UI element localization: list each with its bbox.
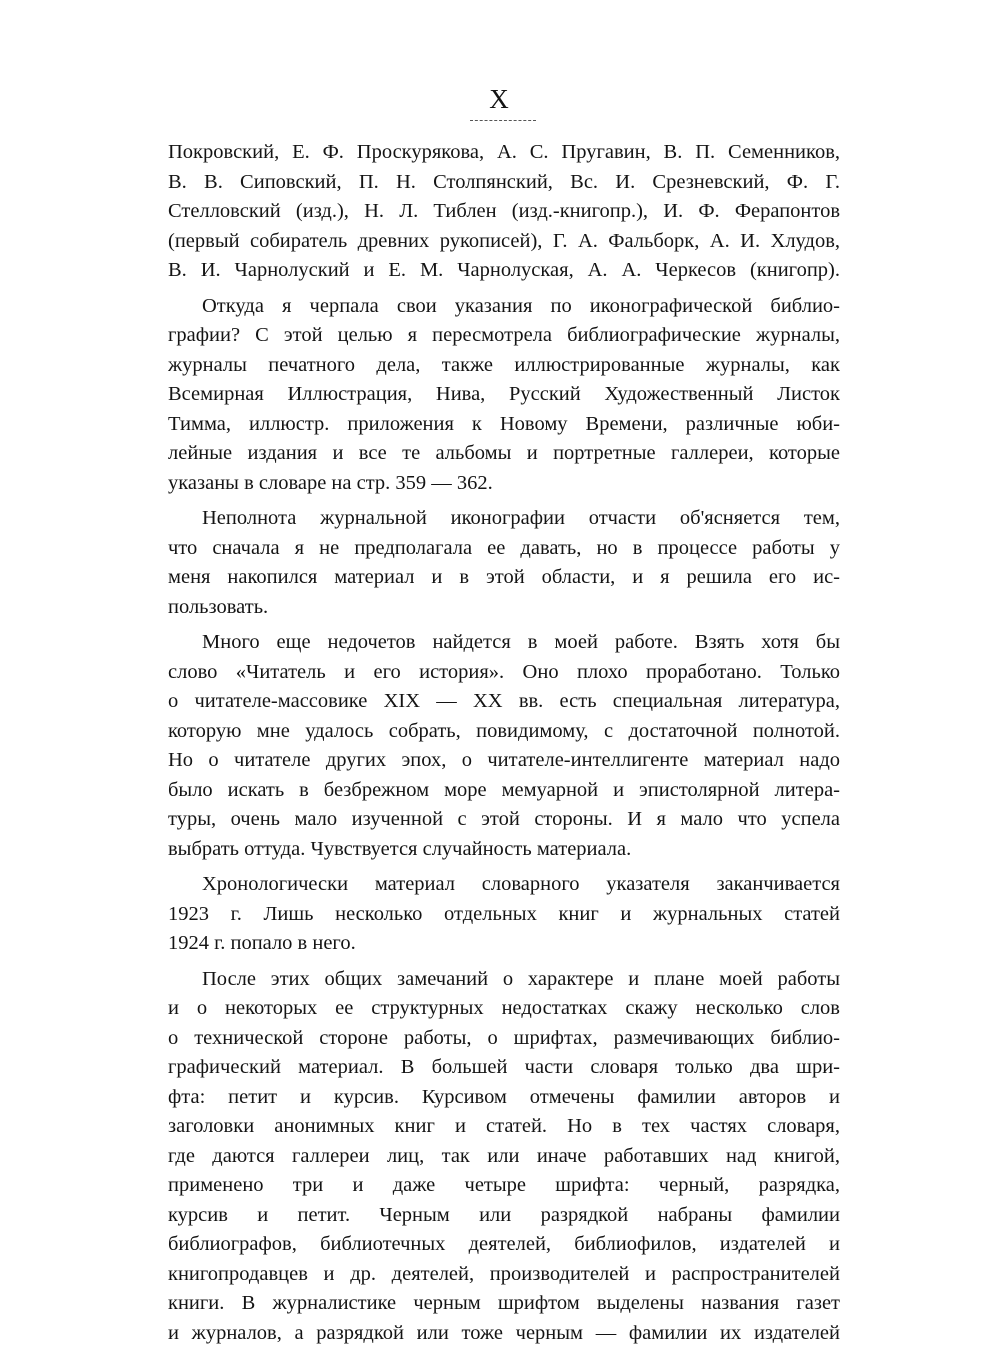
body-text (168, 138, 840, 1354)
text-line: Откуда я черпала свои указания по иконографической библио- (202, 294, 840, 317)
text-line: туры, очень мало изученной с этой стороны. И я мало что успела (168, 808, 840, 830)
text-line: что сначала я не предполагала ее давать, но в процессе работы у (168, 536, 840, 559)
paragraph-6 (168, 965, 840, 1349)
text-line: было искать в безбрежном море мемуарной и эпистолярной литера- (168, 778, 840, 801)
text-line: выбрать оттуда. Чувствуется случайность материала. (168, 837, 632, 860)
text-line: Но о читателе других эпох, о читателе-интеллигенте материал надо (168, 749, 840, 771)
text-line: графии? С этой целью я пересмотрела библиографические журналы, (168, 324, 840, 346)
text-line: пользовать. (168, 595, 269, 618)
text-line: Тимма, иллюстр. приложения к Новому Времени, различные юби- (168, 412, 840, 435)
text-line: курсив и петит. Черным или разрядкой набраны фамилии (168, 1203, 840, 1226)
text-line: применено три и даже четыре шрифта: черный, разрядка, (168, 1174, 840, 1196)
paragraph-1 (168, 138, 840, 286)
text-line: Стелловский (изд.), Н. Л. Тиблен (изд.-книгопр.), И. Ф. Ферапонтов (168, 200, 840, 222)
text-line: и журналов, а разрядкой или тоже черным — фамилии их издателей (168, 1321, 840, 1344)
text-line: 1924 г. попало в него. (168, 932, 356, 954)
page-number-rule (470, 120, 536, 121)
paragraph-3 (168, 504, 840, 622)
text-line: о технической стороне работы, о шрифтах, размечивающих библио- (168, 1026, 840, 1049)
text-line: книги. В журналистике черным шрифтом выделены названия газет (168, 1292, 840, 1314)
text-line: графический материал. В большей части словаря только два шри- (168, 1056, 840, 1078)
text-line: (первый собиратель древних рукописей), Г. А. Фальборк, А. И. Хлудов, (168, 229, 840, 252)
text-line: меня накопился материал и в этой области, и я решила его ис- (168, 566, 840, 588)
text-line: и о некоторых ее структурных недостатках скажу несколько слов (168, 997, 840, 1019)
text-line: В. И. Чарнолуский и Е. М. Чарнолуская, А. А. Черкесов (книгопр). (168, 259, 840, 281)
text-line: После этих общих замечаний о характере и плане моей работы (202, 967, 840, 990)
text-line: библиографов, библиотечных деятелей, библиофилов, издателей и (168, 1233, 840, 1255)
text-line: где даются галлереи лиц, так или иначе работавших над книгой, (168, 1144, 840, 1167)
paragraph-5 (168, 870, 840, 959)
text-line: Неполнота журнальной иконографии отчасти об'ясняется тем, (202, 507, 840, 529)
text-line: Много еще недочетов найдется в моей работе. Взять хотя бы (202, 631, 840, 653)
text-line: о читателе-массовике XIX — XX вв. есть специальная литература, (168, 690, 840, 712)
text-line: В. В. Сиповский, П. Н. Столпянский, Вс. И. Срезневский, Ф. Г. (168, 170, 840, 193)
text-line: книгопродавцев и др. деятелей, производителей и распространителей (168, 1262, 840, 1285)
text-line: Покровский, Е. Ф. Проскурякова, А. С. Пругавин, В. П. Семенников, (168, 141, 840, 163)
text-line: указаны в словаре на стр. 359 — 362. (168, 471, 493, 494)
paragraph-2 (168, 292, 840, 499)
text-line: 1923 г. Лишь несколько отдельных книг и журнальных статей (168, 902, 840, 925)
text-line: слово «Читатель и его история». Оно плохо проработано. Только (168, 660, 840, 683)
text-line: которую мне удалось собрать, повидимому, с достаточной полнотой. (168, 719, 840, 742)
text-line: фта: петит и курсив. Курсивом отмечены фамилии авторов и (168, 1085, 840, 1108)
text-line: Хронологически материал словарного указателя заканчивается (202, 873, 840, 895)
text-line: заголовки анонимных книг и статей. Но в тех частях словаря, (168, 1115, 840, 1137)
page-number: X (489, 84, 511, 114)
text-line: журналы печатного дела, также иллюстрированные журналы, как (168, 353, 840, 376)
text-line: лейные издания и все те альбомы и портретные галлереи, которые (168, 442, 840, 464)
paragraph-4 (168, 628, 840, 864)
text-line: Всемирная Иллюстрация, Нива, Русский Художественный Листок (168, 383, 840, 405)
